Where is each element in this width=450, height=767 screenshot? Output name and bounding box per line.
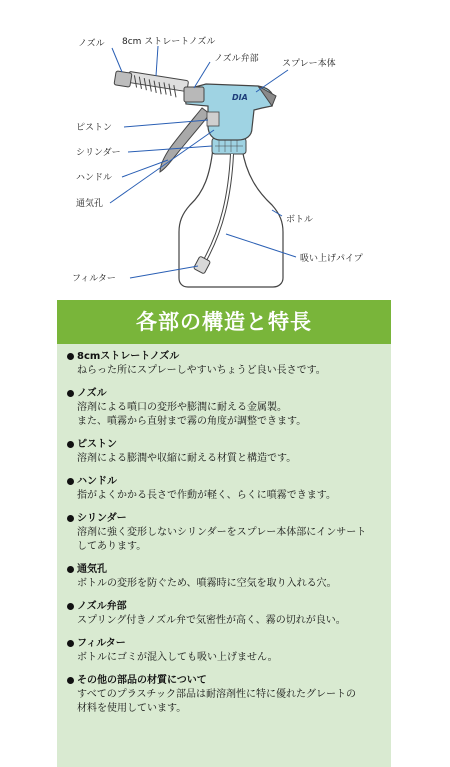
leader-nozzle <box>112 48 122 72</box>
feature-desc: ボトルの変形を防ぐため、噴霧時に空気を取り入れる穴。 <box>77 578 337 589</box>
bullet-icon <box>67 603 74 610</box>
label-piston: ピストン <box>76 123 113 133</box>
sprayer-diagram <box>0 0 450 300</box>
label-vent: 通気孔 <box>76 199 104 209</box>
feature-title: ノズル弁部 <box>77 601 127 612</box>
label-suction-pipe: 吸い上げパイプ <box>300 254 363 264</box>
feature-desc: ねらった所にスプレーしやすいちょうど良い長さです。 <box>77 365 326 376</box>
label-spray-body: スプレー本体 <box>282 59 336 69</box>
leader-vent <box>110 130 214 203</box>
feature-title: その他の部品の材質について <box>77 675 207 686</box>
feature-desc: すべてのプラスチック部品は耐溶剤性に特に優れたグレートの 材料を使用しています。 <box>77 689 356 714</box>
piston-shape <box>207 112 219 126</box>
feature-title: フィルター <box>77 638 126 649</box>
feature-desc: 溶剤に強く変形しないシリンダーをスプレー本体部にインサート してあります。 <box>77 527 367 552</box>
bullet-icon <box>67 478 74 485</box>
feature-item-vent <box>57 563 391 591</box>
bullet-icon <box>67 441 74 448</box>
feature-item-handle <box>57 475 391 503</box>
feature-item-straight-nozzle <box>57 350 391 378</box>
feature-item-cylinder <box>57 512 391 554</box>
feature-desc: 指がよくかかる長さで作動が軽く、らくに噴霧できます。 <box>77 490 336 501</box>
label-nozzle-valve: ノズル弁部 <box>214 54 259 64</box>
bullet-icon <box>67 677 74 684</box>
feature-title: 8cmストレートノズル <box>77 351 180 362</box>
panel-title: 各部の構造と特長 <box>57 300 391 344</box>
bullet-icon <box>67 353 74 360</box>
features-panel <box>57 300 391 767</box>
leader-straight-nozzle <box>156 46 158 76</box>
feature-item-materials <box>57 674 391 716</box>
label-bottle: ボトル <box>286 215 314 225</box>
leader-spray-body <box>256 70 288 92</box>
label-nozzle: ノズル <box>78 39 105 49</box>
feature-desc: 溶剤による噴口の変形や膨潤に耐える金属製。 また、噴霧から直射まで霧の角度が調整できます。 <box>77 402 307 427</box>
straight-nozzle-shape <box>128 71 189 91</box>
nozzle-valve-shape <box>184 87 204 102</box>
feature-item-piston <box>57 438 391 466</box>
feature-desc: ボトルにゴミが混入しても吸い上げません。 <box>77 652 278 663</box>
feature-desc: スプリング付きノズル弁で気密性が高く、霧の切れが良い。 <box>77 615 346 626</box>
feature-list <box>57 344 391 716</box>
feature-item-nozzle-valve <box>57 600 391 628</box>
nozzle-tip-shape <box>114 71 132 87</box>
bullet-icon <box>67 390 74 397</box>
bullet-icon <box>67 515 74 522</box>
feature-title: ピストン <box>77 439 117 450</box>
feature-item-filter <box>57 637 391 665</box>
bullet-icon <box>67 566 74 573</box>
feature-title: ハンドル <box>77 476 117 487</box>
feature-title: シリンダー <box>77 513 127 524</box>
label-cylinder: シリンダー <box>76 148 121 158</box>
label-filter: フィルター <box>72 274 116 284</box>
feature-desc: 溶剤による膨潤や収縮に耐える材質と構造です。 <box>77 453 297 464</box>
feature-title: 通気孔 <box>77 564 107 575</box>
feature-item-nozzle <box>57 387 391 429</box>
label-handle: ハンドル <box>76 173 113 183</box>
label-straight-nozzle: 8cm ストレートノズル <box>122 37 216 47</box>
bullet-icon <box>67 640 74 647</box>
brand-mark: DIA <box>232 93 248 102</box>
feature-title: ノズル <box>77 388 107 399</box>
